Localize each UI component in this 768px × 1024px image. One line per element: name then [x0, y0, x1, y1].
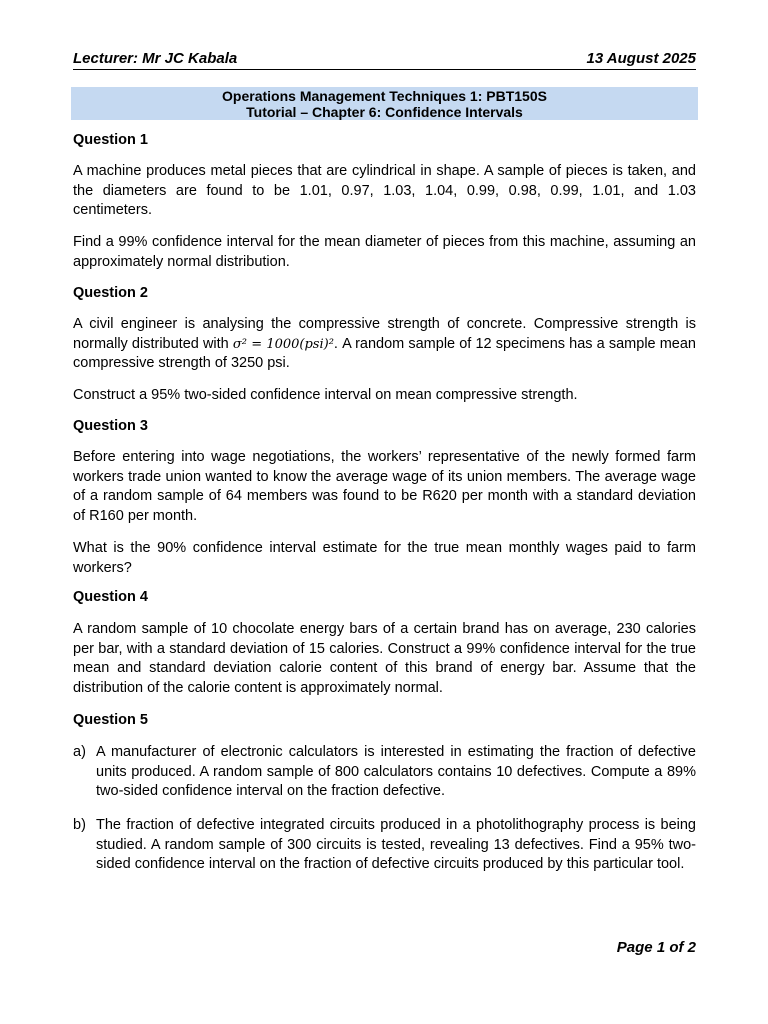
question-3-text: Before entering into wage negotiations, the workers’ representative of the newly formed farm workers trade union wanted to know the average wage of its union members. The average wage of a random sample of 64 members was found to be R620 per month with a standard deviation of R160 per month.	[73, 449, 696, 524]
question-1-heading: Question 1	[73, 132, 148, 148]
header-date: 13 August 2025	[586, 50, 696, 67]
question-2-task: Construct a 95% two-sided confidence interval on mean compressive strength.	[73, 387, 578, 403]
question-3-task: What is the 90% confidence interval estimate for the true mean monthly wages paid to farm workers?	[73, 540, 696, 576]
question-2-text-part2: . A random sample of 12 specimens has a sample mean compressive strength of 3250 psi.	[73, 335, 696, 372]
course-title: Operations Management Techniques 1: PBT150S	[222, 88, 547, 104]
question-2-text	[73, 315, 696, 374]
question-1-task: Find a 99% confidence interval for the mean diameter of pieces from this machine, assuming an approximately normal distribution.	[73, 234, 696, 270]
question-3-heading: Question 3	[73, 418, 148, 434]
variance-formula: σ² = 1000(psi)²	[232, 336, 334, 352]
question-5b-text: The fraction of defective integrated circuits produced in a photolithography process is being studied. A random sample of 300 circuits is tested, revealing 13 defectives. Find a 95% two-sided confidence interval on the fraction of defective circuits produced by this particular tool.	[96, 817, 696, 873]
question-5b-label: b)	[73, 817, 86, 833]
page-header	[73, 50, 696, 70]
page-number: Page 1 of 2	[616, 939, 696, 956]
question-2-text-part1: A civil engineer is analysing the compressive strength of concrete. Compressive strength is normally distributed with	[73, 316, 696, 352]
question-5a-text: A manufacturer of electronic calculators is interested in estimating the fraction of defective units produced. A random sample of 800 calculators contains 10 defectives. Compute a 89% two-sided confidence interval on the fraction defective.	[96, 744, 696, 800]
lecturer-name: Lecturer: Mr JC Kabala	[73, 50, 238, 67]
question-2-heading: Question 2	[73, 285, 148, 301]
tutorial-title: Tutorial – Chapter 6: Confidence Intervals	[246, 104, 523, 120]
question-4-text: A random sample of 10 chocolate energy bars of a certain brand has on average, 230 calories per bar, with a standard deviation of 15 calories. Construct a 99% confidence interval for the true mean and standard deviation calorie content of this brand of energy bar. Assume that the distribution of the calorie content is approximately normal.	[73, 621, 696, 696]
question-4-heading: Question 4	[73, 589, 148, 605]
question-5-heading: Question 5	[73, 712, 148, 728]
question-5a-label: a)	[73, 744, 86, 760]
question-1-text: A machine produces metal pieces that are cylindrical in shape. A sample of pieces is taken, and the diameters are found to be 1.01, 0.97, 1.03, 1.04, 0.99, 0.98, 0.99, 1.01, and 1.03 centimeters.	[73, 163, 696, 219]
document-title-box	[71, 87, 698, 120]
